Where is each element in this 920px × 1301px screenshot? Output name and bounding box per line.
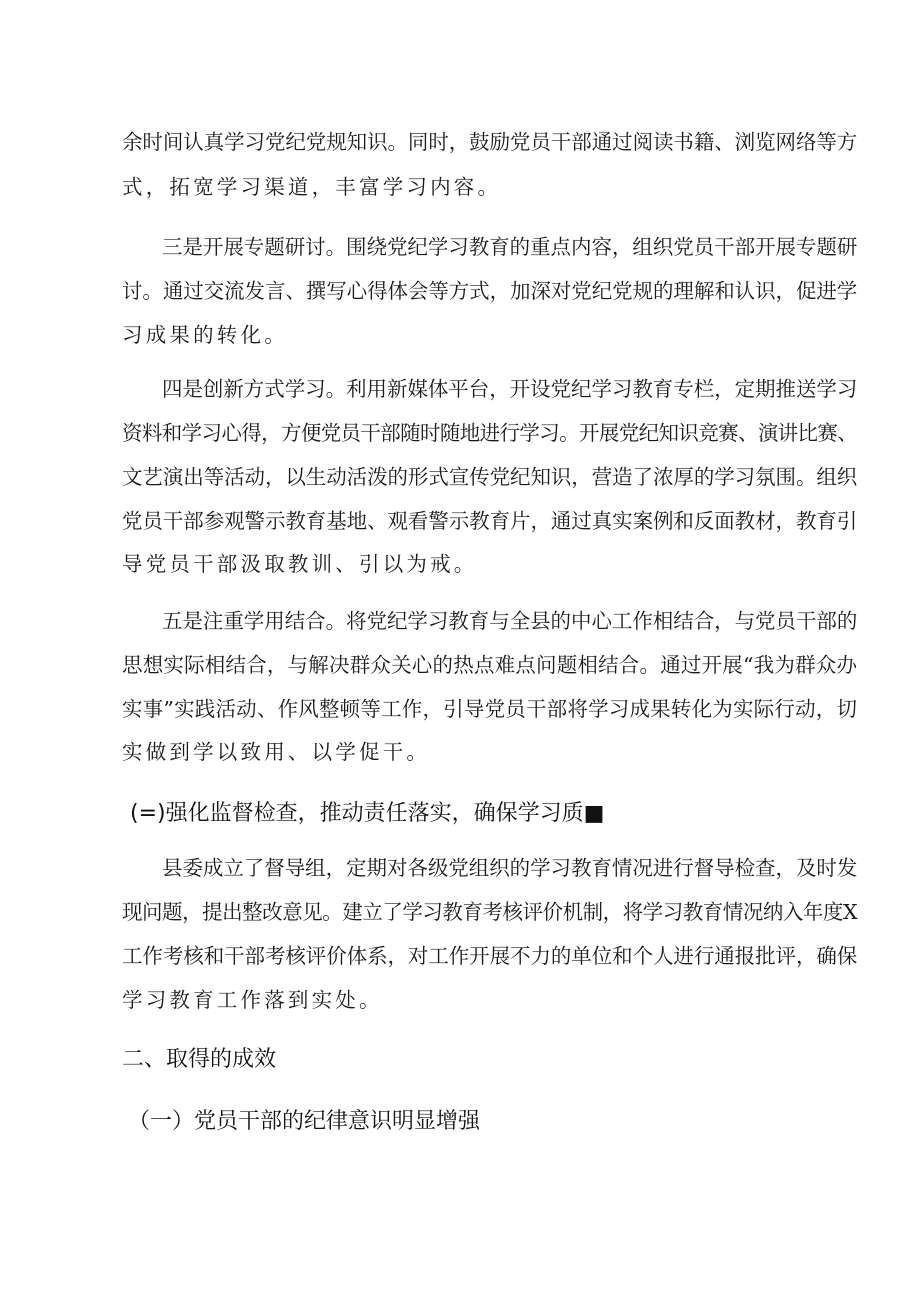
paragraph-line: 习成果的转化。 xyxy=(122,323,288,347)
paragraph-line: 实做到学以致用、以学促干。 xyxy=(122,740,431,764)
paragraph-line: 实事”实践活动、作风整顿等工作，引导党员干部将学习成果转化为实际行动，切 xyxy=(122,697,858,721)
paragraph-line: 式，拓宽学习渠道，丰富学习内容。 xyxy=(122,175,502,199)
paragraph-line: 县委成立了督导组，定期对各级党组织的学习教育情况进行督导检查，及时发 xyxy=(162,856,858,880)
section-heading: 二、取得的成效 xyxy=(122,1047,277,1072)
paragraph-line: 三是开展专题研讨。围绕党纪学习教育的重点内容，组织党员干部开展专题研 xyxy=(162,235,858,259)
paragraph-line: 思想实际相结合，与解决群众关心的热点难点问题相结合。通过开展“我为群众办 xyxy=(122,653,858,677)
paragraph-line: 讨。通过交流发言、撰写心得体会等方式，加深对党纪党规的理解和认识，促进学 xyxy=(122,279,857,303)
paragraph-line: 四是创新方式学习。利用新媒体平台，开设党纪学习教育专栏，定期推送学习 xyxy=(162,377,858,401)
paragraph-line: 五是注重学用结合。将党纪学习教育与全县的中心工作相结合，与党员干部的 xyxy=(162,609,858,633)
paragraph-line: 工作考核和干部考核评价体系，对工作开展不力的单位和个人进行通报批评，确保 xyxy=(122,944,857,968)
paragraph-line: 导党员干部汲取教训、引以为戒。 xyxy=(122,552,478,576)
subheading-one: （一）党员干部的纪律意识明显增强 xyxy=(128,1109,481,1134)
paragraph-line: 资料和学习心得，方便党员干部随时随地进行学习。开展党纪知识竞赛、演讲比赛、 xyxy=(122,421,857,445)
paragraph-line: 文艺演出等活动，以生动活泼的形式宣传党纪知识，营造了浓厚的学习氛围。组织 xyxy=(122,465,857,489)
subheading-three: (=)强化监督检查，推动责任落实，确保学习质■ xyxy=(130,801,605,826)
paragraph-line: 学习教育工作落到实处。 xyxy=(122,988,383,1012)
paragraph-line: 现问题，提出整改意见。建立了学习教育考核评价机制，将学习教育情况纳入年度X xyxy=(122,900,857,924)
paragraph-line: 党员干部参观警示教育基地、观看警示教育片，通过真实案例和反面教材，教育引 xyxy=(122,509,857,533)
paragraph-line: 余时间认真学习党纪党规知识。同时，鼓励党员干部通过阅读书籍、浏览网络等方 xyxy=(122,130,857,154)
